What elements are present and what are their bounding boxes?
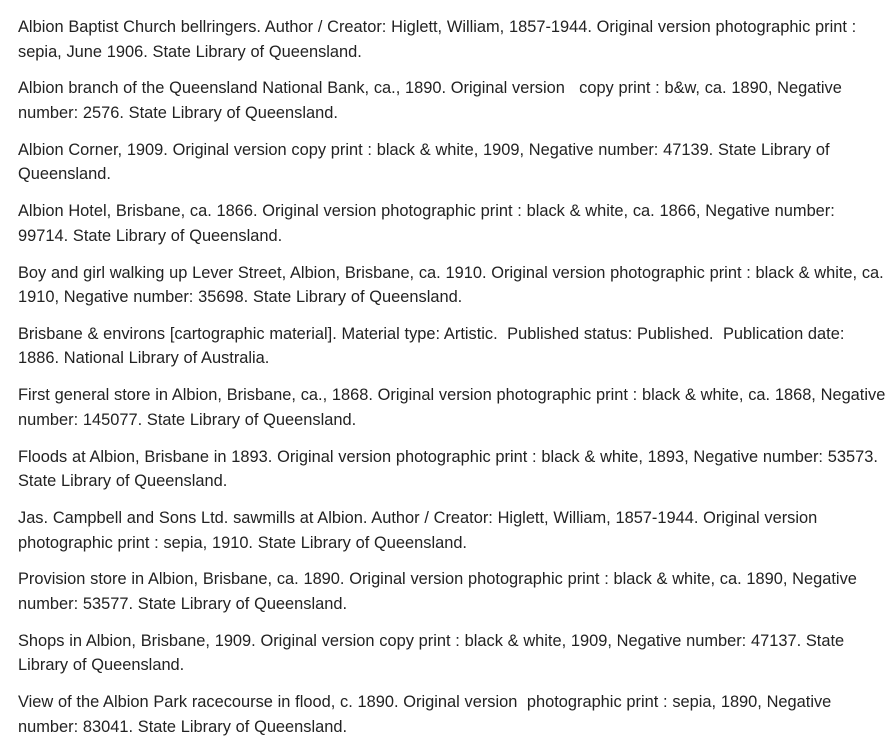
- reference-entry: First general store in Albion, Brisbane, ca., 1868. Original version photographic print : black & white, ca. 1868, Negative number: 145077. State Library of Queensland.: [18, 386, 891, 429]
- reference-entry: View of the Albion Park racecourse in flood, c. 1890. Original version photographic print : sepia, 1890, Negative number: 83041. State Library of Queensland.: [18, 693, 837, 736]
- reference-entry: Floods at Albion, Brisbane in 1893. Original version photographic print : black & white, 1893, Negative number: 53573. State Library of Queensland.: [18, 447, 883, 491]
- reference-entry: Albion branch of the Queensland National Bank, ca., 1890. Original version copy print : b&w, ca. 1890, Negative number: 2576. State Library of Queensland.: [18, 79, 847, 122]
- reference-entry: Jas. Campbell and Sons Ltd. sawmills at Albion. Author / Creator: Higlett, William, 1857-1944. Original version photographic print : sepia, 1910. State Library of Queensland.: [18, 509, 822, 552]
- reference-entry: Provision store in Albion, Brisbane, ca. 1890. Original version photographic print : black & white, ca. 1890, Negative number: 53577. State Library of Queensland.: [18, 570, 862, 613]
- reference-entry: Brisbane & environs [cartographic material]. Material type: Artistic. Published status: Published. Publication date: 1886. National Library of Australia.: [18, 324, 850, 368]
- reference-entry: Shops in Albion, Brisbane, 1909. Original version copy print : black & white, 1909, Negative number: 47137. State Library of Queensland.: [18, 631, 849, 675]
- reference-entry: Boy and girl walking up Lever Street, Albion, Brisbane, ca. 1910. Original version photographic print : black & white, ca. 1910, Negative number: 35698. State Library of Queensland.: [18, 263, 889, 307]
- reference-entry: Albion Corner, 1909. Original version copy print : black & white, 1909, Negative number: 47139. State Library of Queensland.: [18, 140, 835, 184]
- reference-entry: Albion Hotel, Brisbane, ca. 1866. Original version photographic print : black & white, ca. 1866, Negative number: 99714. State Library of Queensland.: [18, 202, 840, 245]
- reference-entry: Albion Baptist Church bellringers. Author / Creator: Higlett, William, 1857-1944. Original version photographic print : sepia, June 1906. State Library of Queensland.: [18, 18, 861, 61]
